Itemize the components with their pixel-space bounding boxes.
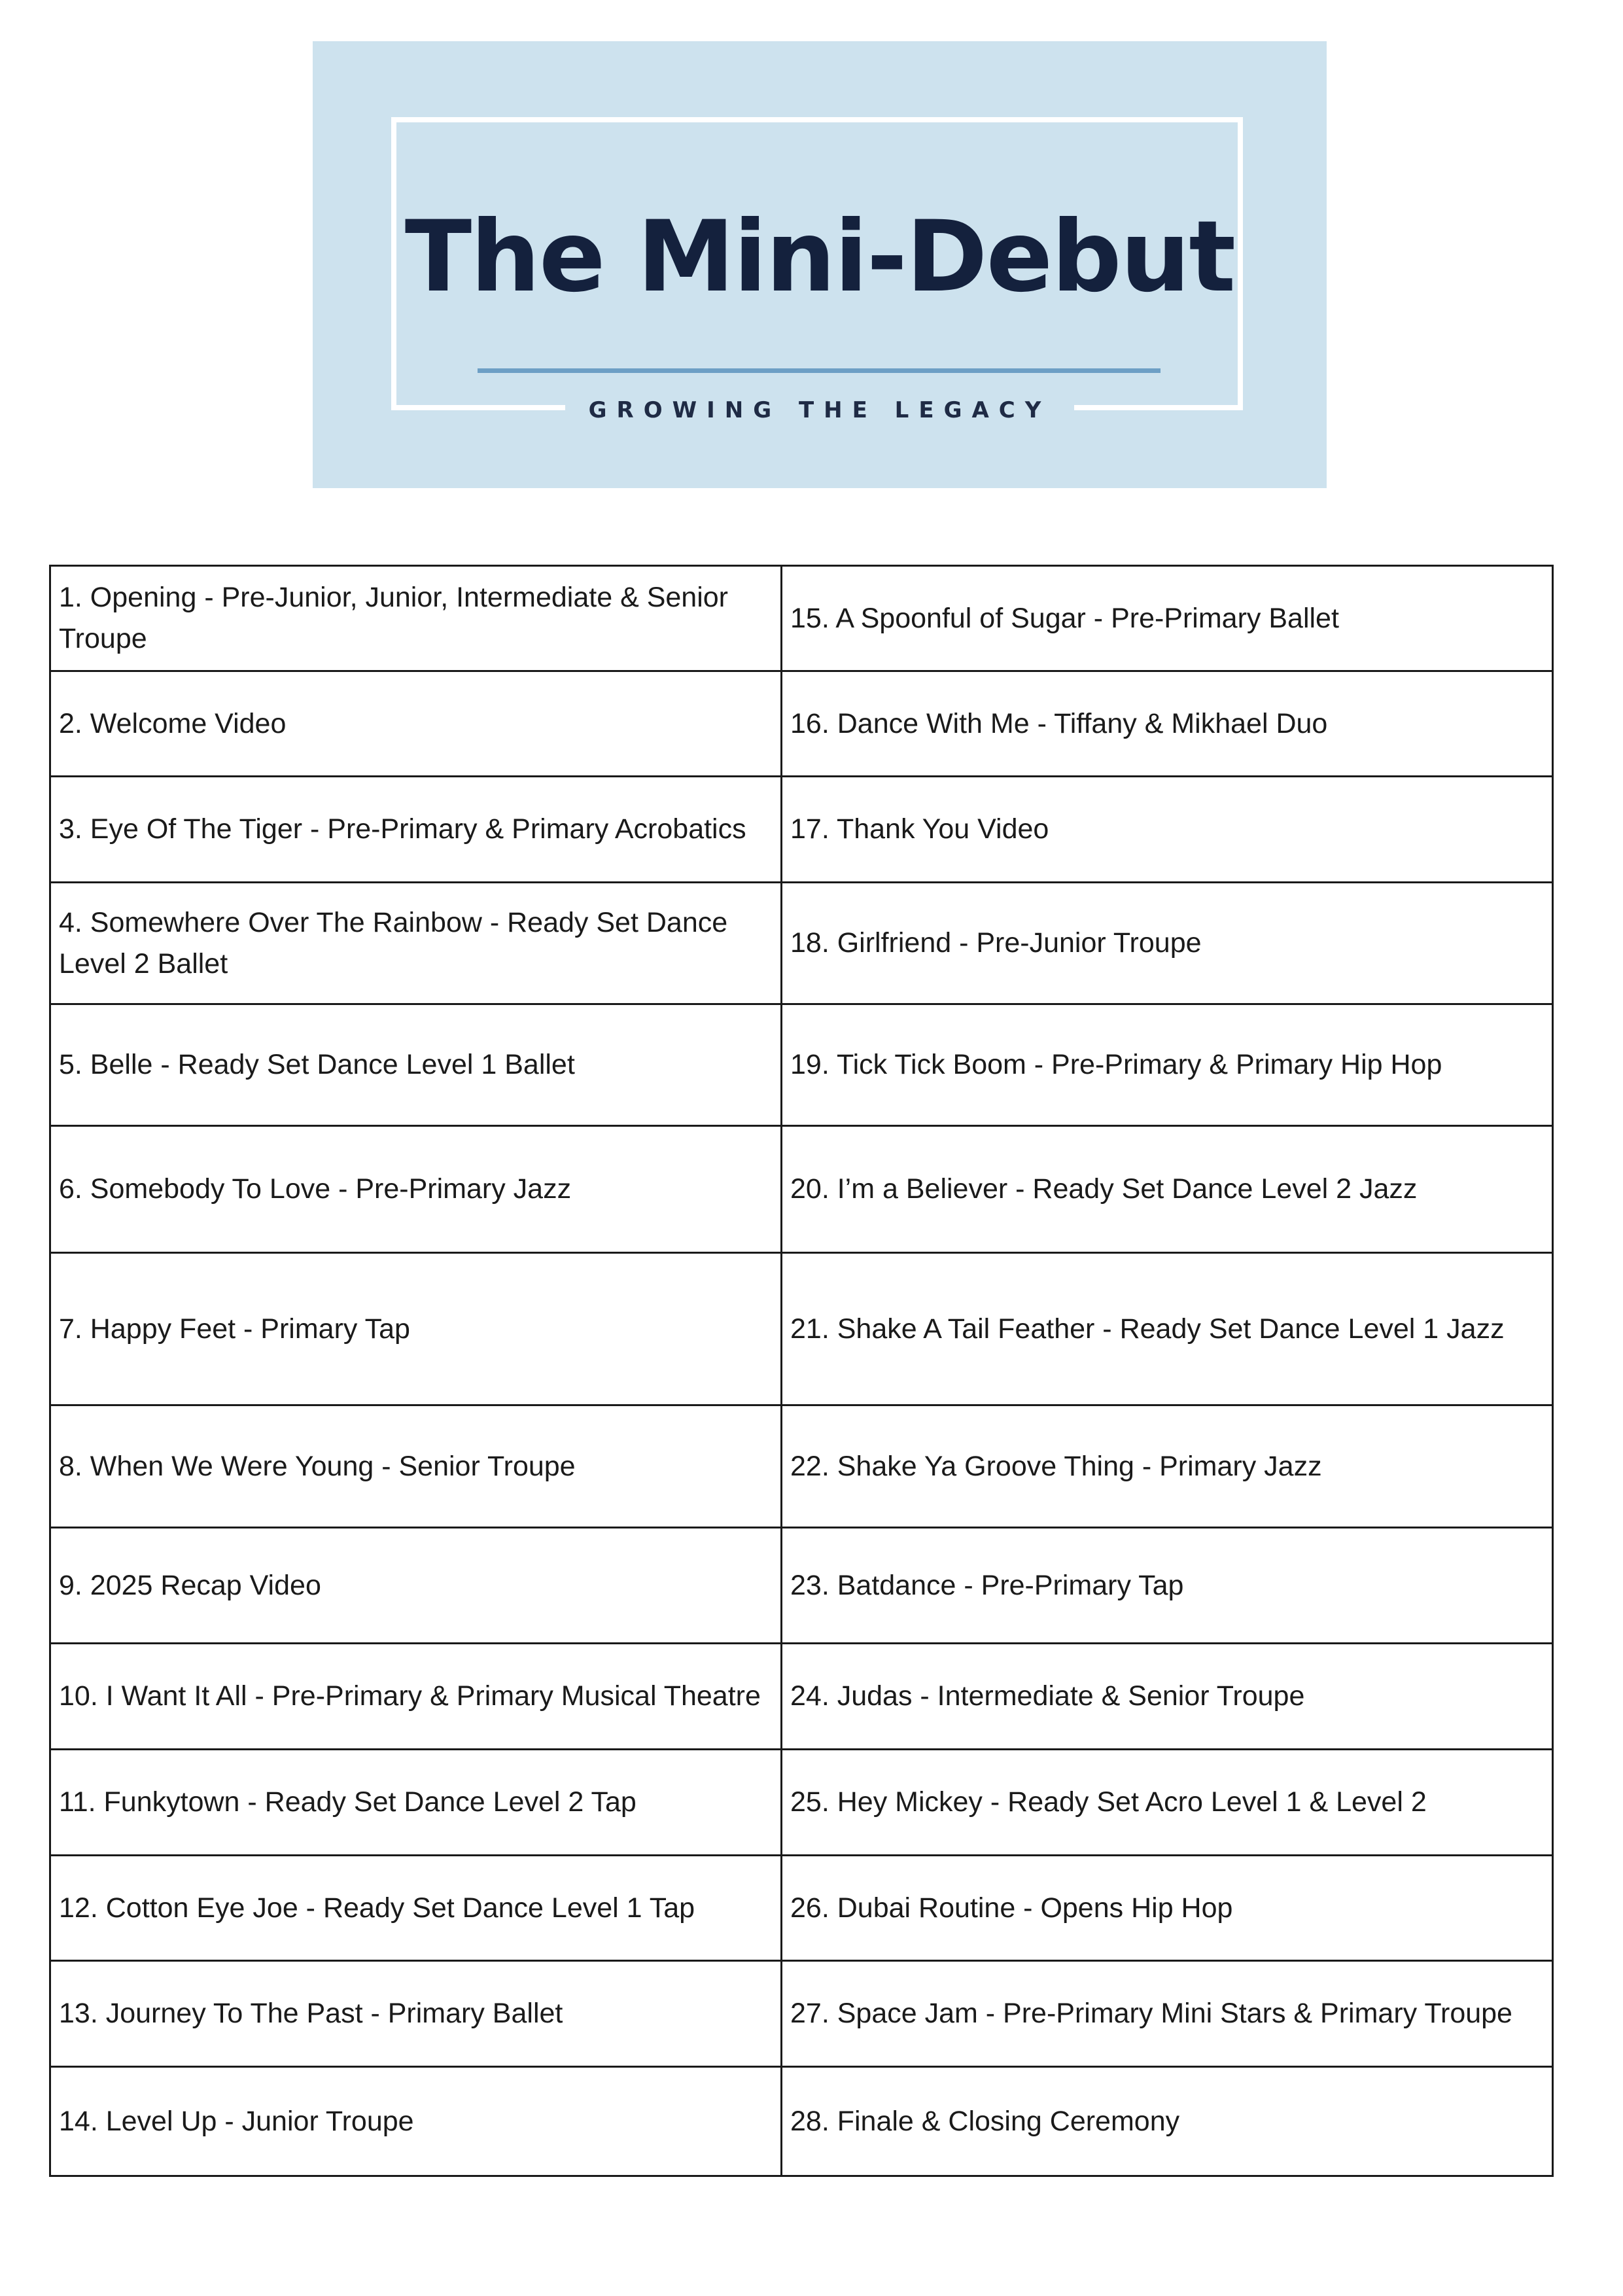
program-item: 15. A Spoonful of Sugar - Pre-Primary Ballet [782,566,1553,671]
program-item: 13. Journey To The Past - Primary Ballet [50,1961,782,2067]
table-row [50,1644,1553,1750]
program-item: 17. Thank You Video [782,777,1553,883]
table-row [50,1856,1553,1961]
table-row [50,566,1553,671]
banner-title: The Mini-Debut [404,200,1235,314]
table-row [50,2067,1553,2176]
banner-subtitle: GROWING THE LEGACY [565,395,1075,426]
program-item: 23. Batdance - Pre-Primary Tap [782,1528,1553,1644]
program-item: 27. Space Jam - Pre-Primary Mini Stars & Primary Troupe [782,1961,1553,2067]
table-row [50,1961,1553,2067]
program-item: 4. Somewhere Over The Rainbow - Ready Set Dance Level 2 Ballet [50,883,782,1004]
banner-logo [313,41,1327,488]
program-item: 5. Belle - Ready Set Dance Level 1 Ballet [50,1004,782,1126]
program-item: 12. Cotton Eye Joe - Ready Set Dance Level 1 Tap [50,1856,782,1961]
program-item: 11. Funkytown - Ready Set Dance Level 2 Tap [50,1750,782,1856]
program-item: 22. Shake Ya Groove Thing - Primary Jazz [782,1405,1553,1528]
program-item: 7. Happy Feet - Primary Tap [50,1253,782,1405]
table-row [50,883,1553,1004]
table-row [50,1126,1553,1253]
program-item: 9. 2025 Recap Video [50,1528,782,1644]
program-item: 24. Judas - Intermediate & Senior Troupe [782,1644,1553,1750]
program-item: 10. I Want It All - Pre-Primary & Primary Musical Theatre [50,1644,782,1750]
program-item: 16. Dance With Me - Tiffany & Mikhael Duo [782,671,1553,777]
program-item: 28. Finale & Closing Ceremony [782,2067,1553,2176]
program-item: 1. Opening - Pre-Junior, Junior, Intermediate & Senior Troupe [50,566,782,671]
table-row [50,1405,1553,1528]
program-item: 20. I’m a Believer - Ready Set Dance Level 2 Jazz [782,1126,1553,1253]
banner-subtitle-wrap [313,395,1327,426]
program-item: 25. Hey Mickey - Ready Set Acro Level 1 & Level 2 [782,1750,1553,1856]
table-row [50,777,1553,883]
program-item: 21. Shake A Tail Feather - Ready Set Dance Level 1 Jazz [782,1253,1553,1405]
program-item: 3. Eye Of The Tiger - Pre-Primary & Primary Acrobatics [50,777,782,883]
program-item: 6. Somebody To Love - Pre-Primary Jazz [50,1126,782,1253]
program-item: 18. Girlfriend - Pre-Junior Troupe [782,883,1553,1004]
table-row [50,671,1553,777]
program-item: 26. Dubai Routine - Opens Hip Hop [782,1856,1553,1961]
table-row [50,1528,1553,1644]
program-item: 8. When We Were Young - Senior Troupe [50,1405,782,1528]
program-item: 2. Welcome Video [50,671,782,777]
banner-divider [478,368,1161,373]
table-row [50,1253,1553,1405]
program-table [49,565,1554,2177]
table-row [50,1004,1553,1126]
program-item: 19. Tick Tick Boom - Pre-Primary & Primary Hip Hop [782,1004,1553,1126]
program-item: 14. Level Up - Junior Troupe [50,2067,782,2176]
table-row [50,1750,1553,1856]
